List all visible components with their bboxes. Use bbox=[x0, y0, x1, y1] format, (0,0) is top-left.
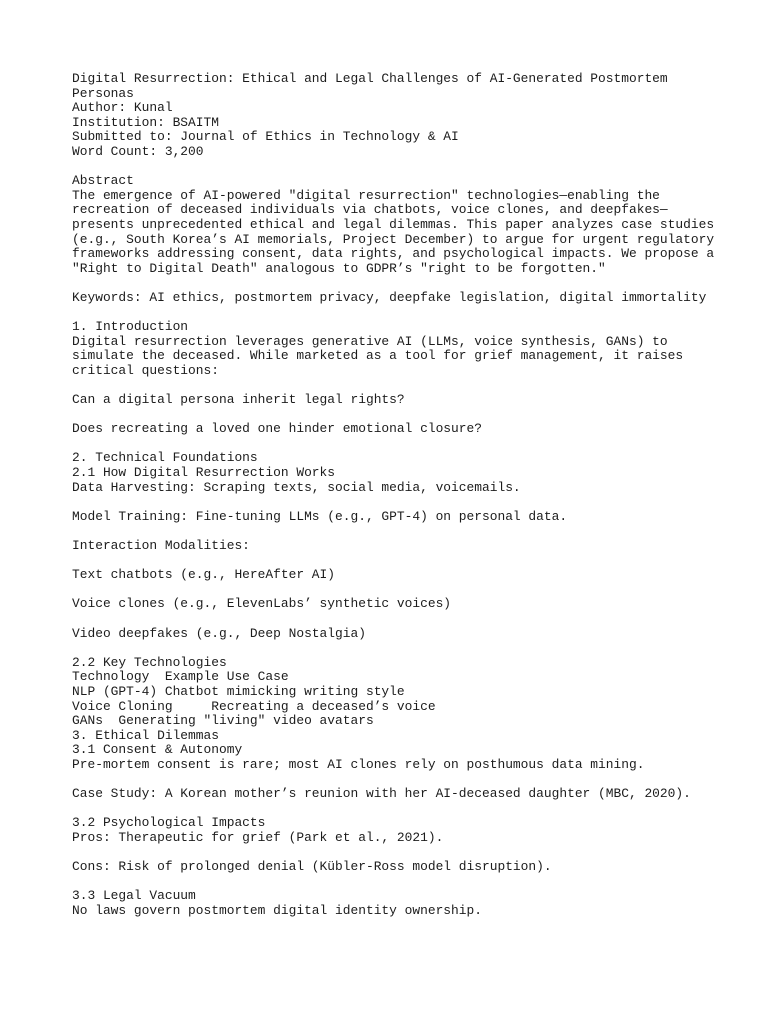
abstract-line: "Right to Digital Death" analogous to GDPR’s "right to be forgotten." bbox=[72, 260, 606, 276]
legal-text: No laws govern postmortem digital identity ownership. bbox=[72, 902, 482, 918]
abstract-line: The emergence of AI-powered "digital resurrection" technologies—enabling the bbox=[72, 187, 660, 203]
subsection-heading: 3.1 Consent & Autonomy bbox=[72, 742, 243, 758]
model-training-item: Model Training: Fine-tuning LLMs (e.g., GPT-4) on personal data. bbox=[72, 508, 568, 524]
paper-title-line-2: Personas bbox=[72, 85, 134, 101]
section-heading-technical-foundations: 2. Technical Foundations bbox=[72, 450, 258, 466]
abstract-heading: Abstract bbox=[72, 173, 134, 189]
subsection-heading: 2.1 How Digital Resurrection Works bbox=[72, 465, 336, 481]
document-page bbox=[72, 71, 715, 918]
interaction-modalities-item: Interaction Modalities: bbox=[72, 538, 250, 553]
modality-item: Voice clones (e.g., ElevenLabs’ synthetic voices) bbox=[72, 596, 452, 612]
paper-title-line-1: Digital Resurrection: Ethical and Legal Challenges of AI-Generated Postmortem bbox=[72, 71, 668, 86]
table-row: NLP (GPT-4) Chatbot mimicking writing style bbox=[72, 683, 405, 699]
modality-item: Text chatbots (e.g., HereAfter AI) bbox=[72, 567, 336, 583]
submitted-to-line: Submitted to: Journal of Ethics in Technology & AI bbox=[72, 129, 459, 145]
modality-item: Video deepfakes (e.g., Deep Nostalgia) bbox=[72, 625, 366, 641]
case-study-text: Case Study: A Korean mother’s reunion with her AI-deceased daughter (MBC, 2020). bbox=[72, 786, 691, 802]
table-header-row: Technology Example Use Case bbox=[72, 669, 289, 685]
introduction-line: simulate the deceased. While marketed as a tool for grief management, it raises bbox=[72, 348, 684, 364]
introduction-line: critical questions: bbox=[72, 362, 219, 378]
word-count-line: Word Count: 3,200 bbox=[72, 143, 204, 159]
subsection-heading: 2.2 Key Technologies bbox=[72, 654, 227, 670]
table-row: GANs Generating "living" video avatars bbox=[72, 713, 374, 729]
abstract-line: (e.g., South Korea’s AI memorials, Project December) to argue for urgent regulatory bbox=[72, 231, 715, 247]
abstract-line: frameworks addressing consent, data rights, and psychological impacts. We propose a bbox=[72, 246, 715, 262]
subsection-heading: 3.3 Legal Vacuum bbox=[72, 888, 196, 904]
table-row: Voice Cloning Recreating a deceased’s voice bbox=[72, 698, 436, 714]
section-heading-ethical-dilemmas: 3. Ethical Dilemmas bbox=[72, 727, 219, 743]
author-line: Author: Kunal bbox=[72, 100, 173, 116]
institution-line: Institution: BSAITM bbox=[72, 114, 219, 130]
subsection-heading: 3.2 Psychological Impacts bbox=[72, 815, 266, 831]
data-harvesting-item: Data Harvesting: Scraping texts, social media, voicemails. bbox=[72, 479, 521, 495]
keywords-line: Keywords: AI ethics, postmortem privacy, deepfake legislation, digital immortality bbox=[72, 289, 707, 305]
abstract-line: recreation of deceased individuals via chatbots, voice clones, and deepfakes— bbox=[72, 202, 668, 218]
section-heading-introduction: 1. Introduction bbox=[72, 319, 189, 335]
abstract-line: presents unprecedented ethical and legal dilemmas. This paper analyzes case studies bbox=[72, 216, 715, 232]
cons-text: Cons: Risk of prolonged denial (Kübler-Ross model disruption). bbox=[72, 859, 552, 875]
consent-text: Pre-mortem consent is rare; most AI clones rely on posthumous data mining. bbox=[72, 756, 645, 772]
introduction-line: Digital resurrection leverages generative AI (LLMs, voice synthesis, GANs) to bbox=[72, 333, 668, 349]
pros-text: Pros: Therapeutic for grief (Park et al., 2021). bbox=[72, 829, 444, 845]
introduction-question: Can a digital persona inherit legal rights? bbox=[72, 392, 405, 408]
introduction-question: Does recreating a loved one hinder emotional closure? bbox=[72, 421, 482, 437]
